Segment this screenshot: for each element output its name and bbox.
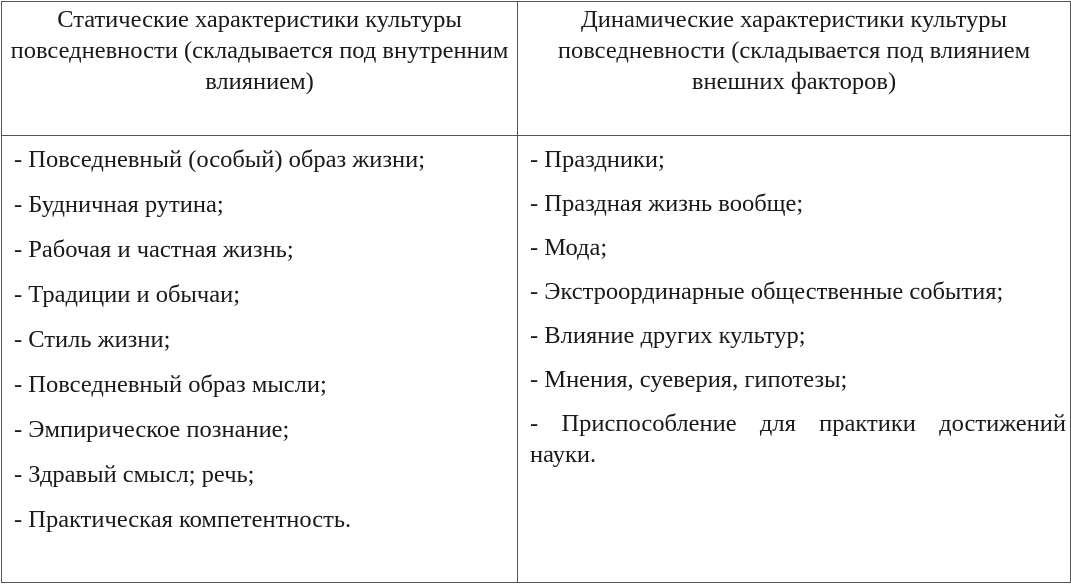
list-item: - Повседневный (особый) образ жизни; [14,146,426,173]
list-item: - Эмпирическое познание; [14,416,290,443]
list-item: - Мода; [530,234,608,261]
table-header-row [2,2,1071,136]
static-list [14,136,513,535]
list-item: - Стиль жизни; [14,326,171,353]
dynamic-list [530,136,1066,470]
list-item: - Традиции и обычаи; [14,281,241,308]
list-item: - Праздники; [530,146,665,173]
list-item: - Будничная рутина; [14,191,224,218]
list-item: - Экстроординарные общественные события; [530,278,1004,305]
list-item: - Рабочая и частная жизнь; [14,236,294,263]
static-cell [2,136,518,583]
list-item: - Влияние других культур; [530,322,806,349]
header-dynamic: Динамические характеристики культуры повседневности (складывается под влиянием внешних факторов) [518,2,1071,136]
list-item: - Приспособление для практики достижений науки. [530,410,1066,468]
table-body-row [2,136,1071,583]
list-item: - Мнения, суеверия, гипотезы; [530,366,848,393]
dynamic-cell [518,136,1071,583]
list-item: - Праздная жизнь вообще; [530,190,804,217]
list-item: - Практическая компетентность. [14,506,352,533]
list-item: - Здравый смысл; речь; [14,461,255,488]
characteristics-table [1,1,1071,583]
header-static: Статические характеристики культуры повседневности (складывается под внутренним влиянием) [2,2,518,136]
list-item: - Повседневный образ мысли; [14,371,327,398]
